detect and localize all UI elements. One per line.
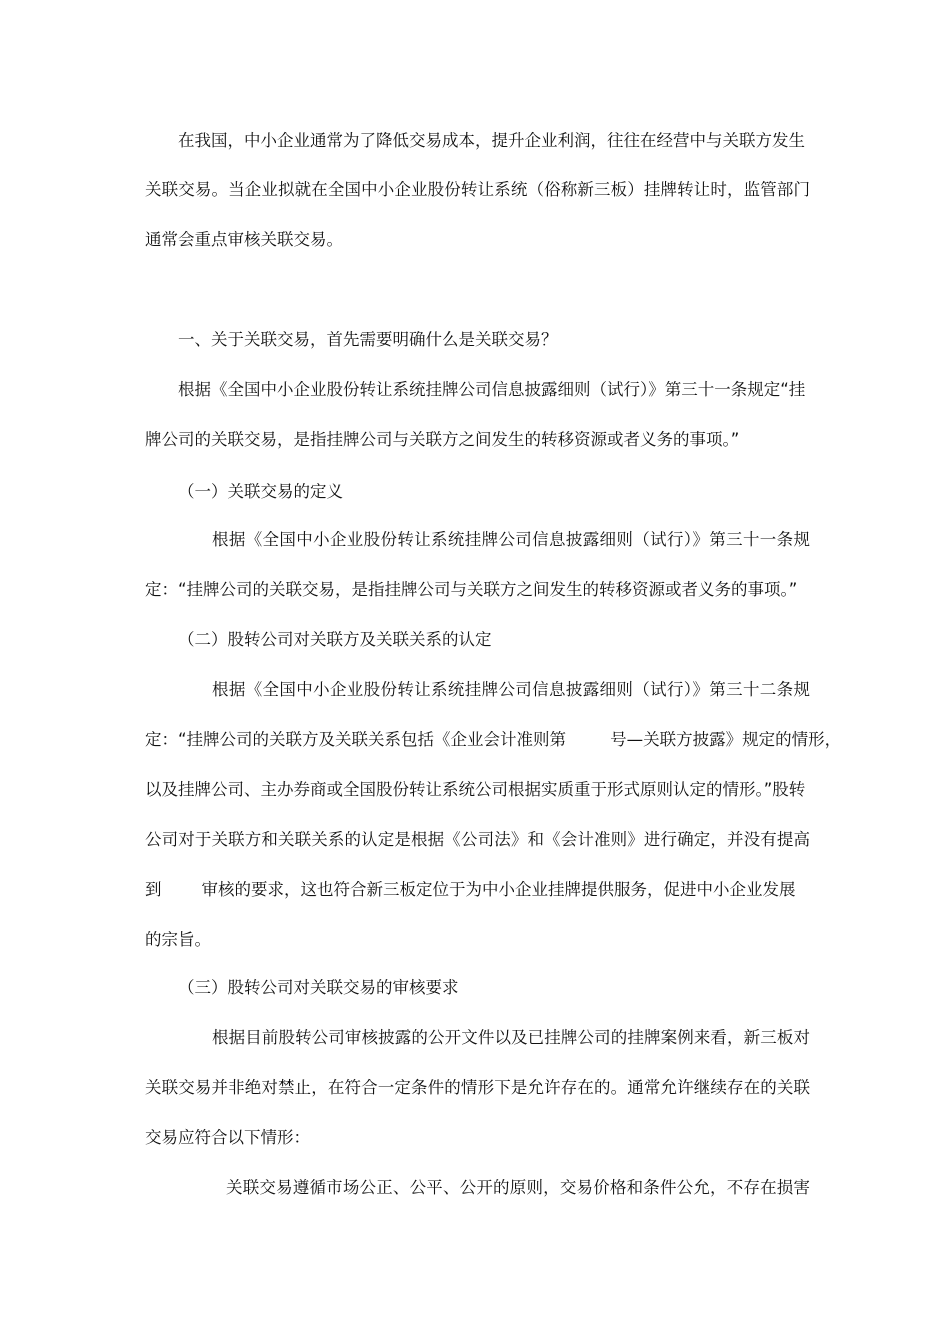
subsection-2-line-1: 根据《全国中小企业股份转让系统挂牌公司信息披露细则（试行）》第三十二条规 <box>212 680 810 699</box>
subsection-3-item-1: 关联交易遵循市场公正、公平、公开的原则，交易价格和条件公允，不存在损害 <box>226 1178 810 1197</box>
subsection-2-line-4: 公司对于关联方和关联关系的认定是根据《公司法》和《会计准则》进行确定，并没有提高 <box>145 830 810 849</box>
subsection-1-line-2: 定：“挂牌公司的关联交易，是指挂牌公司与关联方之间发生的转移资源或者义务的事项。” <box>145 580 798 599</box>
subsection-1-line-1: 根据《全国中小企业股份转让系统挂牌公司信息披露细则（试行）》第三十一条规 <box>212 530 810 549</box>
section-1-line-2: 牌公司的关联交易，是指挂牌公司与关联方之间发生的转移资源或者义务的事项。” <box>145 430 740 449</box>
subsection-3-line-1: 根据目前股转公司审核披露的公开文件以及已挂牌公司的挂牌案例来看，新三板对 <box>212 1028 810 1047</box>
subsection-2-line-2-part-a: 定：“挂牌公司的关联方及关联关系包括《企业会计准则第 <box>145 730 567 749</box>
subsection-3-line-3: 交易应符合以下情形： <box>145 1128 310 1147</box>
subsection-2-heading: （二）股转公司对关联方及关联关系的认定 <box>178 630 492 649</box>
subsection-2-line-5-part-a: 到 <box>145 880 162 899</box>
intro-line-1: 在我国，中小企业通常为了降低交易成本，提升企业利润，往往在经营中与关联方发生 <box>178 131 805 150</box>
subsection-1-heading: （一）关联交易的定义 <box>178 482 343 501</box>
subsection-2-line-5 <box>145 878 810 902</box>
subsection-2-line-6: 的宗旨。 <box>145 930 211 949</box>
intro-line-3: 通常会重点审核关联交易。 <box>145 230 343 249</box>
subsection-3-line-2: 关联交易并非绝对禁止，在符合一定条件的情形下是允许存在的。通常允许继续存在的关联 <box>145 1078 810 1097</box>
subsection-2-line-5-part-b: 审核的要求，这也符合新三板定位于为中小企业挂牌提供服务，促进中小企业发展 <box>201 880 796 899</box>
subsection-3-heading: （三）股转公司对关联交易的审核要求 <box>178 978 459 997</box>
subsection-2-line-2-part-b: 号—关联方披露》规定的情形， <box>610 730 842 749</box>
subsection-2-line-3: 以及挂牌公司、主办券商或全国股份转让系统公司根据实质重于形式原则认定的情形。”股转 <box>145 780 806 799</box>
section-1-line-1: 根据《全国中小企业股份转让系统挂牌公司信息披露细则（试行）》第三十一条规定“挂 <box>178 380 806 399</box>
section-1-heading: 一、关于关联交易，首先需要明确什么是关联交易？ <box>178 330 558 349</box>
intro-line-2: 关联交易。当企业拟就在全国中小企业股份转让系统（俗称新三板）挂牌转让时，监管部门 <box>145 180 810 199</box>
subsection-2-line-2 <box>145 728 842 752</box>
